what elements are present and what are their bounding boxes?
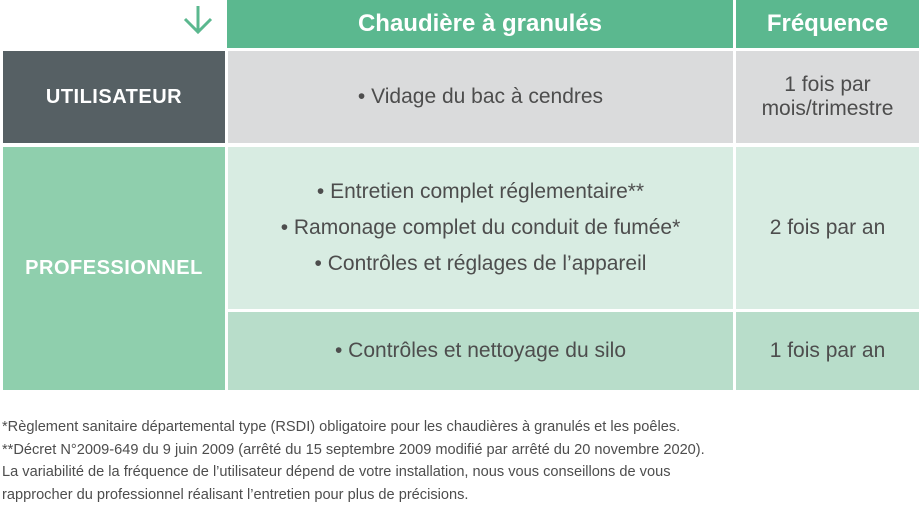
pro-silo-frequency-cell bbox=[736, 312, 919, 390]
row-label-pro bbox=[3, 147, 225, 390]
pro-task-item: • Ramonage complet du conduit de fumée* bbox=[280, 216, 681, 239]
pro-frequency: 2 fois par an bbox=[769, 216, 886, 239]
arrow-down-icon bbox=[180, 4, 216, 36]
header-product bbox=[227, 0, 733, 48]
footnote-line: *Règlement sanitaire départemental type (RSDI) obligatoire pour les chaudières à granulés et les poêles. bbox=[2, 419, 681, 435]
pro-silo-task-cell bbox=[228, 312, 733, 390]
footnote-line: La variabilité de la fréquence de l’utilisateur dépend de votre installation, nous vous conseillons de vous bbox=[2, 464, 671, 480]
user-task: • Vidage du bac à cendres bbox=[357, 85, 604, 108]
user-frequency-line1: 1 fois par bbox=[784, 73, 871, 96]
pro-silo-task: • Contrôles et nettoyage du silo bbox=[334, 339, 627, 362]
user-task-cell bbox=[228, 51, 733, 143]
header-frequency bbox=[736, 0, 919, 48]
footnotes bbox=[2, 416, 919, 506]
header-product-text: Chaudière à granulés bbox=[357, 10, 603, 37]
row-label-user-text: UTILISATEUR bbox=[45, 85, 183, 108]
pro-frequency-cell bbox=[736, 147, 919, 309]
header-frequency-text: Fréquence bbox=[766, 10, 889, 37]
pro-task-item: • Entretien complet réglementaire** bbox=[316, 180, 645, 203]
pro-task-item: • Contrôles et réglages de l’appareil bbox=[314, 252, 647, 275]
pro-tasks-cell bbox=[228, 147, 733, 309]
footnote-line: rapprocher du professionnel réalisant l’entretien pour plus de précisions. bbox=[2, 486, 469, 503]
footnote-line: **Décret N°2009-649 du 9 juin 2009 (arrêté du 15 septembre 2009 modifié par arrêté du 20 novembre 2020). bbox=[2, 441, 705, 458]
user-frequency-cell bbox=[736, 51, 919, 143]
user-frequency-line2: mois/trimestre bbox=[761, 97, 894, 120]
pro-silo-frequency: 1 fois par an bbox=[769, 339, 886, 362]
row-label-pro-text: PROFESSIONNEL bbox=[25, 257, 203, 279]
row-label-user bbox=[3, 51, 225, 143]
